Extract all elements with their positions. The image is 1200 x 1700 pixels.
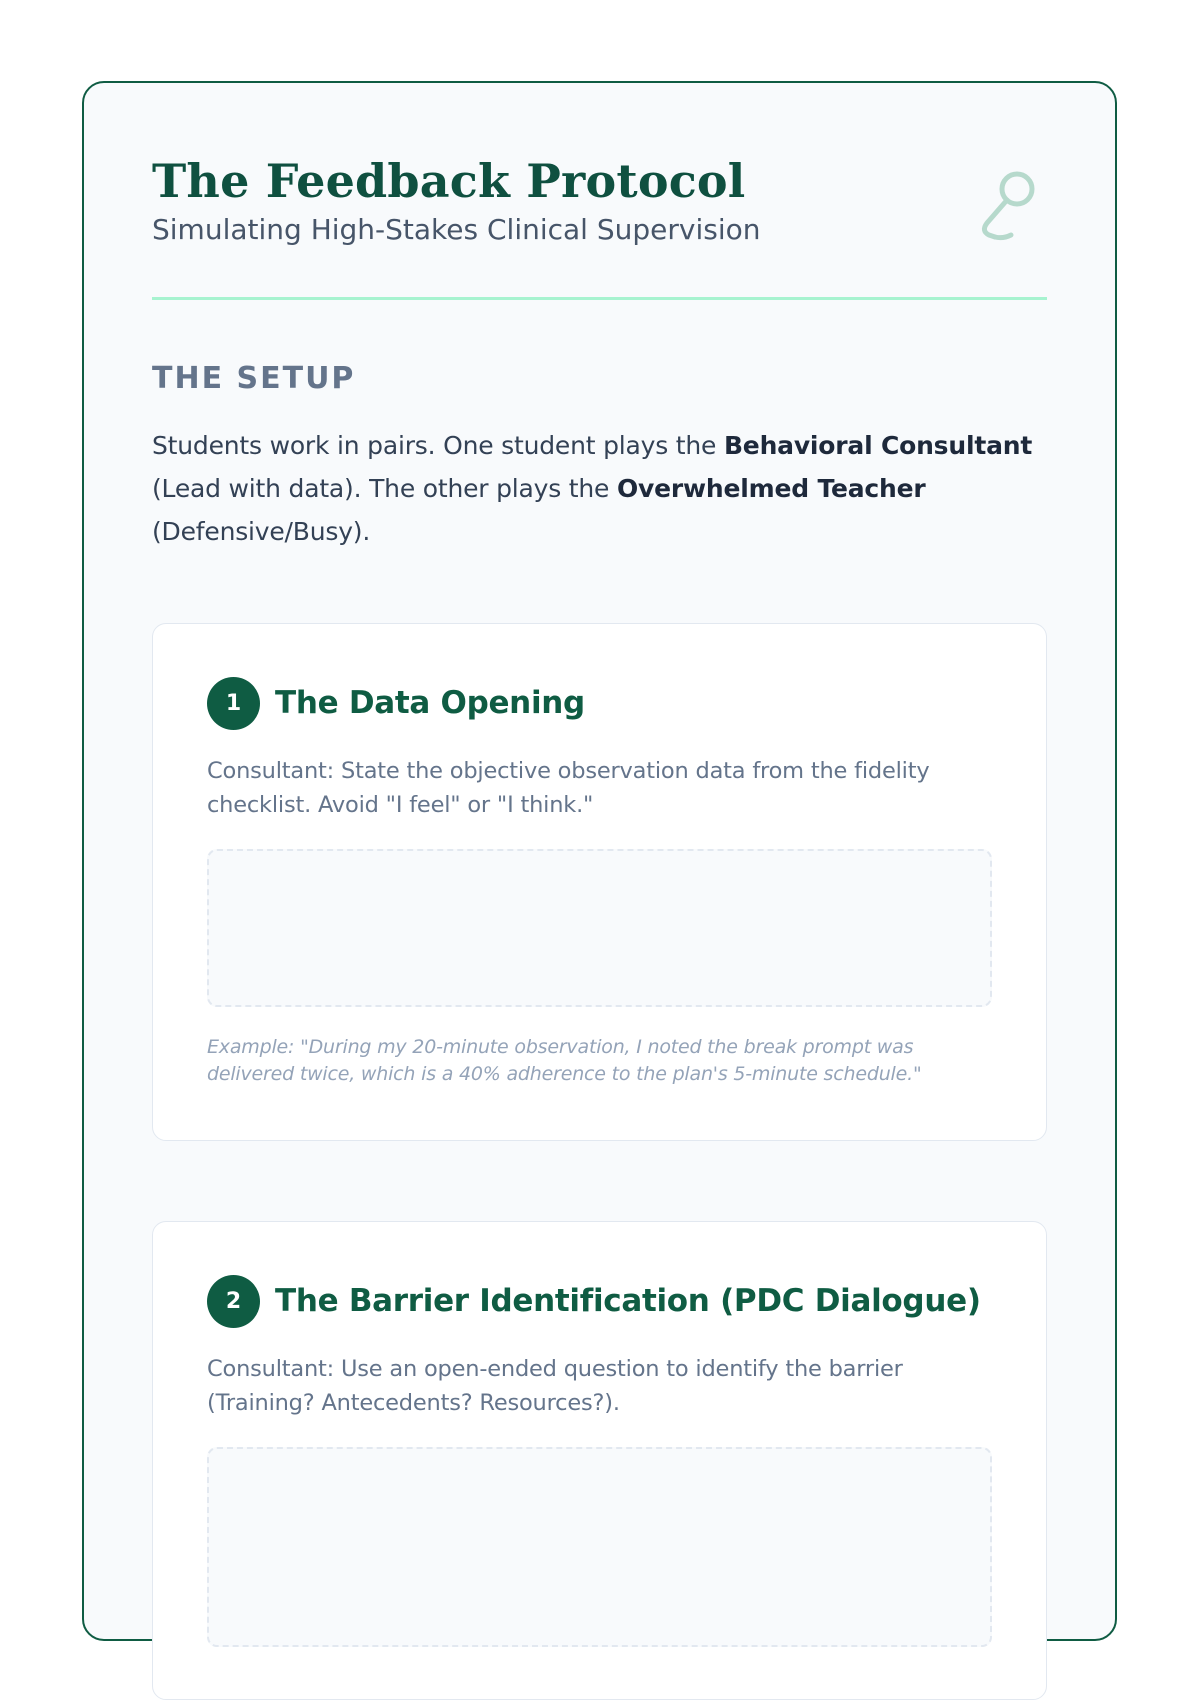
step-description: Consultant: Use an open-ended question to identify the barrier (Training? Antecedents? Resources?).	[207, 1356, 903, 1416]
setup-heading: THE SETUP	[152, 361, 356, 396]
setup-description	[152, 424, 1047, 553]
step-number-badge: 2	[207, 1275, 260, 1328]
header	[152, 153, 1047, 300]
step-number-badge: 1	[207, 677, 260, 730]
setup-text-part: (Lead with data). The other plays the	[152, 474, 617, 503]
role-teacher: Overwhelmed Teacher	[616, 474, 926, 503]
protocol-card	[82, 81, 1117, 1641]
role-consultant: Behavioral Consultant	[723, 431, 1033, 460]
response-area[interactable]	[207, 1447, 992, 1647]
step-title: The Data Opening	[275, 685, 585, 721]
setup-text-part: Students work in pairs. One student plays the	[152, 431, 724, 460]
step-title: The Barrier Identification (PDC Dialogue)	[275, 1283, 981, 1319]
page-subtitle: Simulating High-Stakes Clinical Supervision	[152, 213, 761, 246]
setup-text-part: (Defensive/Busy).	[152, 517, 371, 546]
step-card-1	[152, 623, 1047, 1141]
microphone-icon	[973, 165, 1043, 245]
step-description: Consultant: State the objective observation data from the fidelity checklist. Avoid "I feel" or "I think."	[207, 758, 930, 818]
step-header	[207, 676, 992, 730]
protocol-content	[152, 153, 1047, 1700]
step-example: Example: "During my 20-minute observation, I noted the break prompt was delivered twice, which is a 40% adherence to the plan's 5-minute schedule."	[207, 1036, 922, 1085]
response-area[interactable]	[207, 849, 992, 1007]
page-title: The Feedback Protocol	[152, 154, 746, 208]
step-card-2	[152, 1221, 1047, 1700]
step-header	[207, 1274, 992, 1328]
